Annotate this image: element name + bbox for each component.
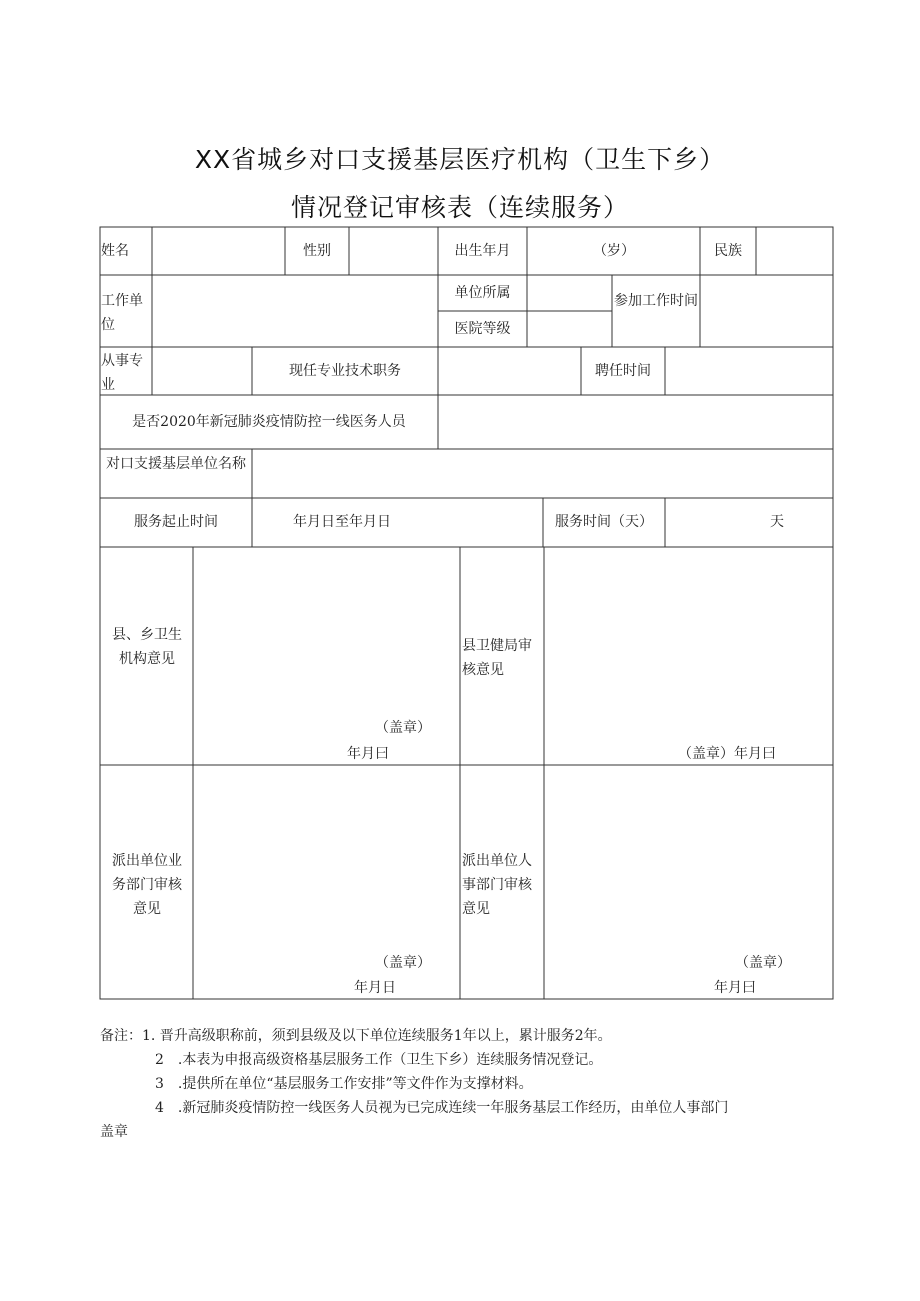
unit-affiliation-field[interactable] — [528, 276, 612, 310]
support-unit-field[interactable] — [253, 450, 832, 497]
work-start-field[interactable] — [701, 276, 832, 346]
work-start-label: 参加工作时间 — [614, 293, 698, 309]
age-hint[interactable]: （岁） — [593, 243, 635, 259]
form-title-line2: 情况登记审核表（连续服务） — [290, 193, 629, 222]
current-title-label: 现任专业技术职务 — [289, 363, 401, 379]
county-date: 年月曰 — [347, 746, 389, 762]
county-seal: （盖章） — [375, 720, 431, 736]
note-3: 3 .提供所在单位“基层服务工作安排”等文件作为支撑材料。 — [155, 1076, 533, 1092]
specialty-field[interactable] — [153, 348, 251, 394]
dispatch-business-seal: （盖章） — [375, 955, 431, 971]
dispatch-business-label: 派出单位业务部门审核意见 — [112, 853, 182, 917]
service-days-unit: 天 — [770, 514, 784, 530]
note-2: 2 .本表为申报高级资格基层服务工作（卫生下乡）连续服务情况登记。 — [155, 1052, 603, 1068]
workplace-label: 工作单位 — [101, 293, 143, 333]
unit-affiliation-label: 单位所属 — [454, 285, 511, 301]
gender-label: 性别 — [303, 243, 331, 259]
covid-frontline-field[interactable] — [439, 396, 832, 448]
covid-frontline-label: 是否2020年新冠肺炎疫情防控一线医务人员 — [132, 414, 406, 430]
dispatch-hr-label: 派出单位人事部门审核意见 — [462, 853, 532, 917]
note-1: 备注：1. 晋升高级职称前，须到县级及以下单位连续服务1年以上，累计服务2年。 — [100, 1028, 612, 1044]
service-period-value[interactable]: 年月日至年月日 — [293, 514, 391, 530]
dispatch-hr-date: 年月曰 — [714, 980, 756, 996]
hospital-level-field[interactable] — [528, 312, 612, 346]
county-health-seal-date: （盖章）年月曰 — [678, 746, 776, 762]
current-title-field[interactable] — [439, 348, 580, 394]
hospital-level-label: 医院等级 — [454, 321, 511, 337]
support-unit-label: 对口支援基层单位名称 — [106, 456, 246, 472]
dispatch-business-date: 年月日 — [354, 980, 396, 996]
birth-label: 出生年月 — [454, 243, 511, 259]
name-label: 姓名 — [101, 243, 129, 259]
county-opinion-label: 县、乡卫生机构意见 — [112, 627, 182, 667]
form-title-line1: XX省城乡对口支援基层医疗机构（卫生下乡） — [194, 145, 726, 174]
specialty-label: 从事专业 — [101, 353, 143, 393]
gender-field[interactable] — [350, 228, 437, 274]
county-health-label: 县卫健局审核意见 — [462, 638, 532, 678]
dispatch-hr-seal: （盖章） — [735, 955, 791, 971]
ethnicity-field[interactable] — [757, 228, 832, 274]
service-period-label: 服务起止时间 — [134, 514, 218, 530]
appointment-time-label: 聘任时间 — [595, 363, 651, 379]
note-4: 4 .新冠肺炎疫情防控一线医务人员视为已完成连续一年服务基层工作经历，由单位人事部门 — [155, 1100, 729, 1116]
ethnicity-label: 民族 — [714, 243, 742, 259]
note-4-continued: 盖章 — [100, 1124, 128, 1140]
service-days-label: 服务时间（天） — [555, 514, 653, 530]
notes-section — [100, 1024, 820, 1144]
appointment-time-field[interactable] — [666, 348, 832, 394]
workplace-field[interactable] — [153, 276, 437, 346]
name-field[interactable] — [153, 228, 284, 274]
